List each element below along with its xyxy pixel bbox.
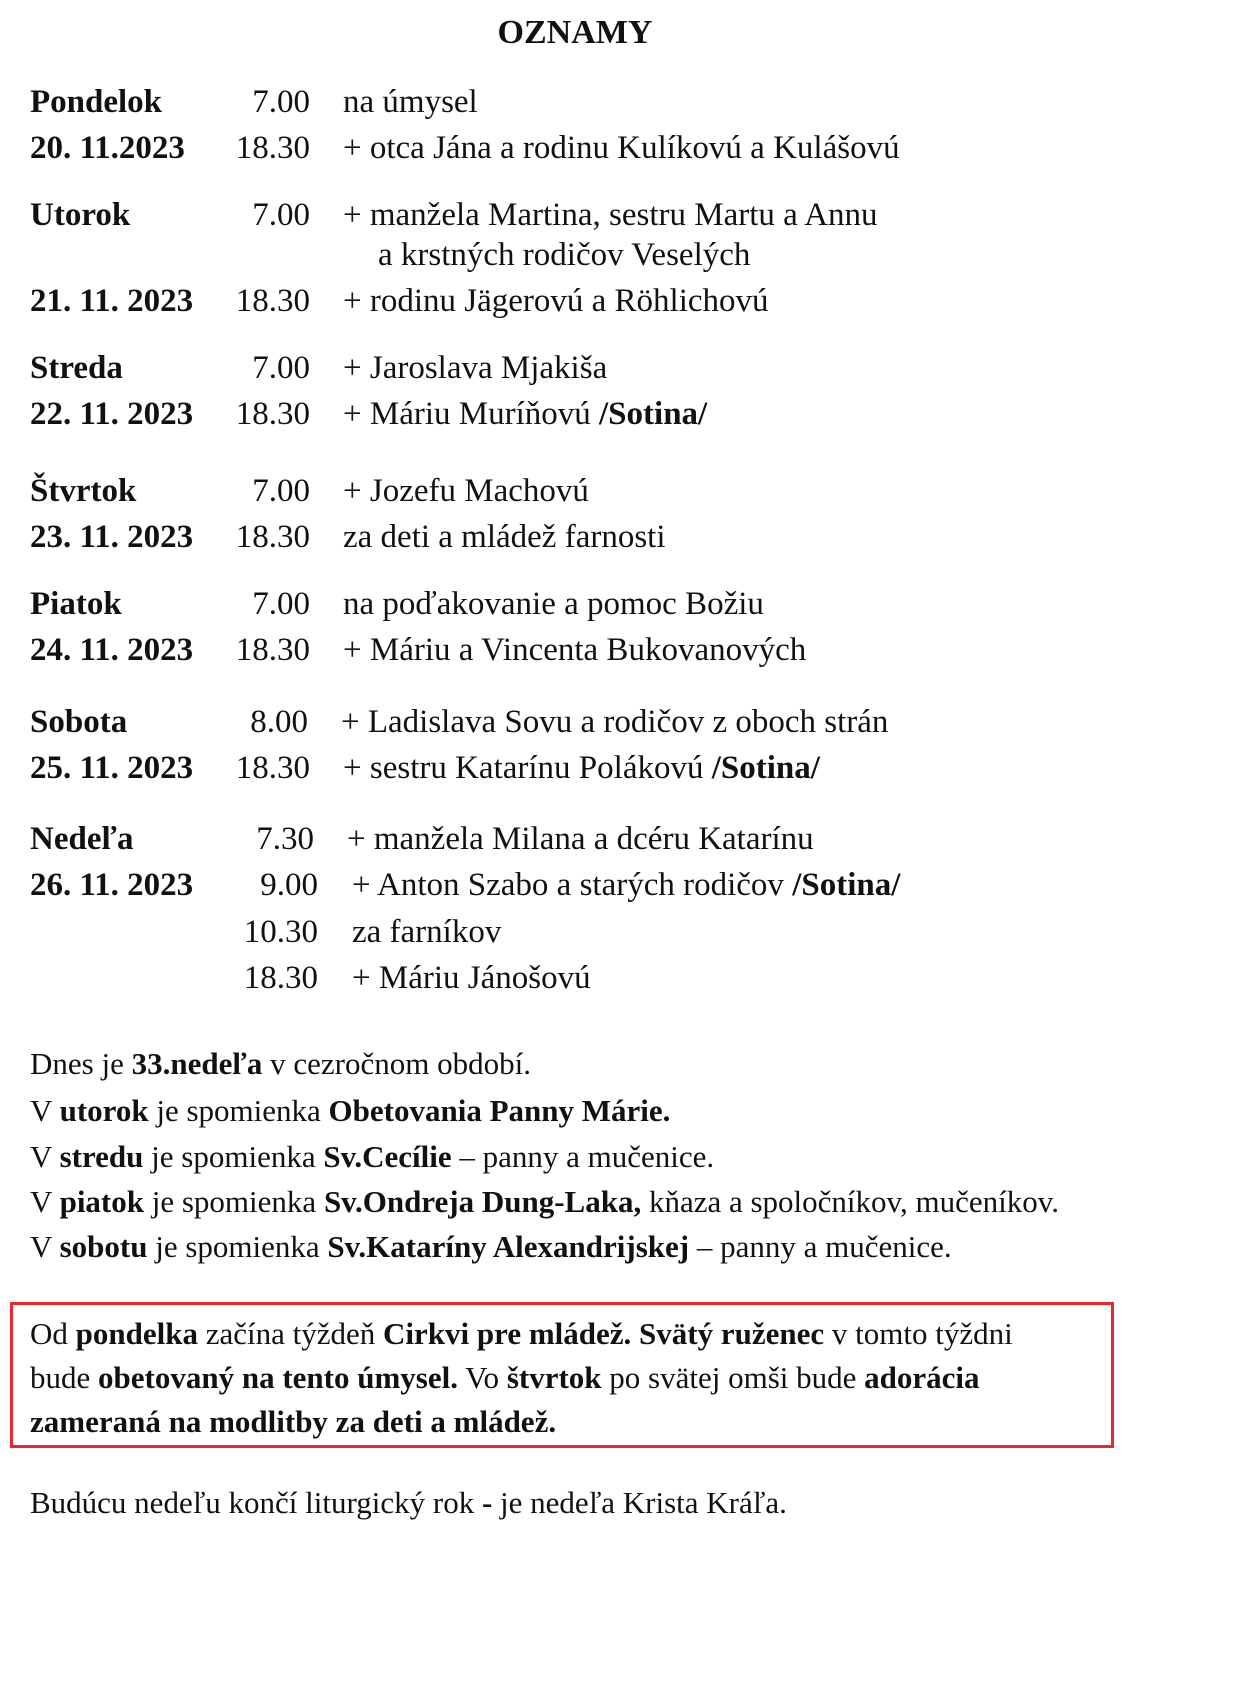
mass-time: 18.30: [235, 130, 310, 166]
mass-time: 18.30: [235, 750, 310, 786]
day-date-tuesday: 21. 11. 2023: [30, 283, 194, 319]
mass-intention: + sestru Katarínu Polákovú /Sotina/: [343, 750, 820, 786]
highlight-line: Od pondelka začína týždeň Cirkvi pre mládež. Svätý ruženec v tomto týždni: [30, 1316, 1013, 1351]
mass-intention: + manžela Martina, sestru Martu a Annu: [343, 197, 878, 233]
day-date-monday: 20. 11.2023: [30, 130, 185, 166]
notice-line: V stredu je spomienka Sv.Cecílie – panny a mučenice.: [30, 1139, 715, 1174]
location-tag: /Sotina/: [711, 750, 820, 786]
highlight-line: zameraná na modlitby za deti a mládež.: [30, 1404, 557, 1439]
mass-intention-continued: a krstných rodičov Veselých: [378, 237, 751, 273]
mass-time: 7.30: [256, 821, 314, 857]
day-name-saturday: Sobota: [30, 704, 128, 740]
mass-time: 7.00: [252, 473, 310, 509]
mass-intention: + Máriu a Vincenta Bukovanových: [343, 632, 807, 668]
mass-intention: za farníkov: [352, 914, 502, 950]
mass-intention: + Máriu Muríňovú /Sotina/: [343, 396, 708, 432]
mass-intention: + Máriu Jánošovú: [352, 960, 591, 996]
day-date-thursday: 23. 11. 2023: [30, 519, 194, 555]
notice-line: V piatok je spomienka Sv.Ondreja Dung-Laka, kňaza a spoločníkov, mučeníkov.: [30, 1184, 1060, 1219]
day-name-friday: Piatok: [30, 586, 122, 622]
mass-time: 7.00: [252, 350, 310, 386]
location-tag: /Sotina/: [792, 867, 901, 903]
mass-intention: + Jaroslava Mjakiša: [343, 350, 608, 386]
notice-line: Dnes je 33.nedeľa v cezročnom období.: [30, 1046, 531, 1081]
mass-intention: + Jozefu Machovú: [343, 473, 589, 509]
mass-time: 18.30: [235, 519, 310, 555]
mass-time: 18.30: [243, 960, 318, 996]
mass-time: 10.30: [243, 914, 318, 950]
mass-intention: na úmysel: [343, 84, 478, 120]
notice-line: V utorok je spomienka Obetovania Panny Márie.: [30, 1093, 671, 1128]
highlight-line: bude obetovaný na tento úmysel. Vo štvrtok po svätej omši bude adorácia: [30, 1360, 980, 1395]
day-date-wednesday: 22. 11. 2023: [30, 396, 194, 432]
mass-intention: + Ladislava Sovu a rodičov z oboch strán: [341, 704, 889, 740]
mass-intention: za deti a mládež farnosti: [343, 519, 666, 555]
day-date-saturday: 25. 11. 2023: [30, 750, 194, 786]
mass-time: 18.30: [235, 283, 310, 319]
mass-intention: + manžela Milana a dcéru Katarínu: [347, 821, 814, 857]
footer-notice: Budúcu nedeľu končí liturgický rok - je nedeľa Krista Kráľa.: [30, 1485, 787, 1520]
mass-intention: + otca Jána a rodinu Kulíkovú a Kulášovú: [343, 130, 900, 166]
mass-time: 7.00: [252, 84, 310, 120]
mass-time: 7.00: [252, 586, 310, 622]
day-date-friday: 24. 11. 2023: [30, 632, 194, 668]
day-name-wednesday: Streda: [30, 350, 123, 386]
mass-intention: na poďakovanie a pomoc Božiu: [343, 586, 764, 622]
day-name-sunday: Nedeľa: [30, 821, 134, 857]
mass-intention: + Anton Szabo a starých rodičov /Sotina/: [352, 867, 901, 903]
notice-line: V sobotu je spomienka Sv.Kataríny Alexandrijskej – panny a mučenice.: [30, 1229, 952, 1264]
mass-time: 18.30: [235, 632, 310, 668]
day-date-sunday: 26. 11. 2023: [30, 867, 194, 903]
mass-time: 9.00: [260, 867, 318, 903]
day-name-monday: Pondelok: [30, 84, 163, 120]
mass-time: 7.00: [252, 197, 310, 233]
mass-time: 18.30: [235, 396, 310, 432]
mass-intention: + rodinu Jägerovú a Röhlichovú: [343, 283, 769, 319]
day-name-tuesday: Utorok: [30, 197, 131, 233]
location-tag: /Sotina/: [599, 396, 708, 432]
page-title: OZNAMY: [497, 14, 653, 51]
day-name-thursday: Štvrtok: [30, 473, 137, 509]
mass-time: 8.00: [250, 704, 308, 740]
